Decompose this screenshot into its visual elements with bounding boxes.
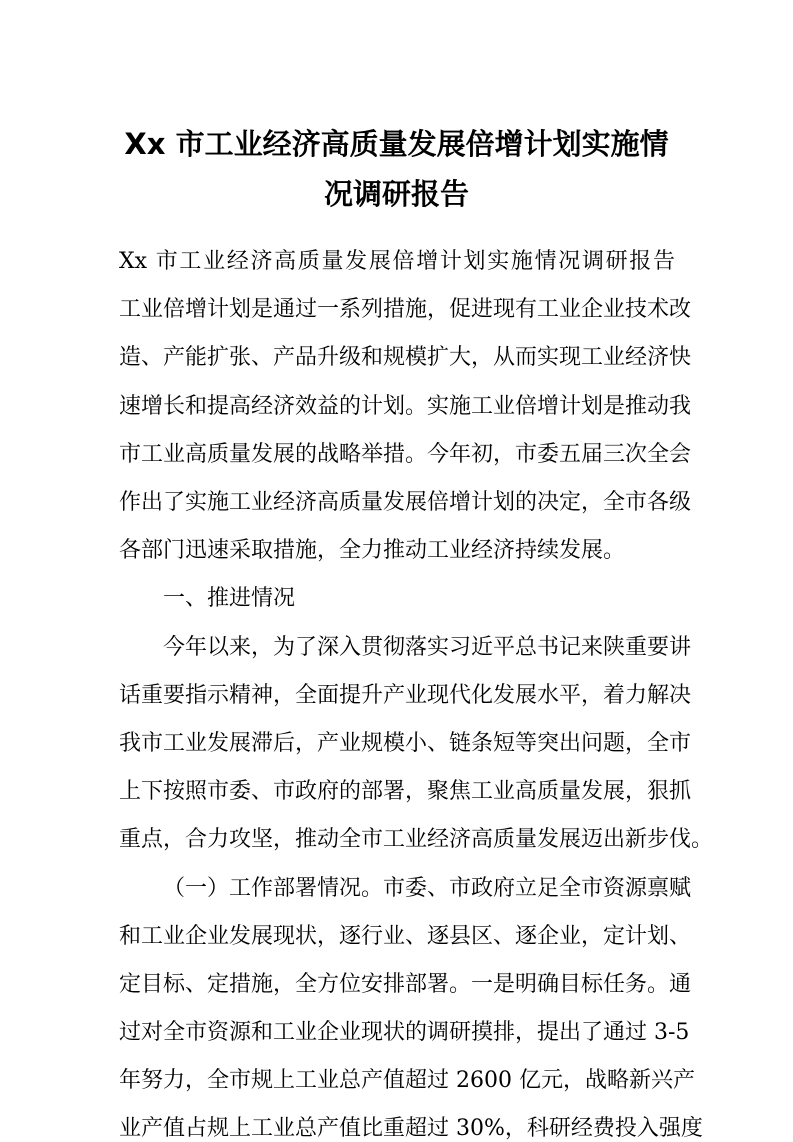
body-line-15: 和工业企业发展现状，逐行业、逐县区、逐企业，定计划、 (119, 924, 692, 949)
body-line-10: 话重要指示精神，全面提升产业现代化发展水平，着力解决 (119, 683, 692, 708)
body-line-6: 作出了实施工业经济高质量发展倍增计划的决定，全市各级 (119, 490, 692, 515)
body-line-13: 重点，合力攻坚，推动全市工业经济高质量发展迈出新步伐。 (119, 827, 714, 852)
document-title-line-1: Xx 市工业经济高质量发展倍增计划实施情 (124, 127, 669, 161)
body-line-9: 今年以来，为了深入贯彻落实习近平总书记来陕重要讲 (163, 635, 692, 660)
body-line-19: 业产值占规上工业总产值比重超过 30%，科研经费投入强度 (119, 1116, 703, 1141)
body-line-18: 年努力，全市规上工业总产值超过 2600 亿元，战略新兴产 (119, 1068, 695, 1093)
document-title-line-2: 况调研报告 (323, 177, 469, 211)
body-line-1: Xx 市工业经济高质量发展倍增计划实施情况调研报告 (119, 249, 675, 274)
body-line-4: 速增长和提高经济效益的计划。实施工业倍增计划是推动我 (119, 394, 692, 419)
body-line-7: 各部门迅速采取措施，全力推动工业经济持续发展。 (119, 538, 626, 563)
body-line-14: （一）工作部署情况。市委、市政府立足全市资源禀赋 (163, 876, 692, 901)
body-line-17: 过对全市资源和工业企业现状的调研摸排，提出了通过 3-5 (119, 1020, 690, 1045)
body-line-16: 定目标、定措施，全方位安排部署。一是明确目标任务。通 (119, 972, 692, 997)
body-line-12: 上下按照市委、市政府的部署，聚焦工业高质量发展，狠抓 (119, 779, 692, 804)
body-line-11: 我市工业发展滞后，产业规模小、链条短等突出问题，全市 (119, 731, 692, 756)
body-line-3: 造、产能扩张、产品升级和规模扩大，从而实现工业经济快 (119, 345, 692, 370)
section-heading: 一、推进情况 (163, 586, 296, 611)
body-line-5: 市工业高质量发展的战略举措。今年初，市委五届三次全会 (119, 442, 692, 467)
body-line-2: 工业倍增计划是通过一系列措施，促进现有工业企业技术改 (119, 297, 692, 322)
